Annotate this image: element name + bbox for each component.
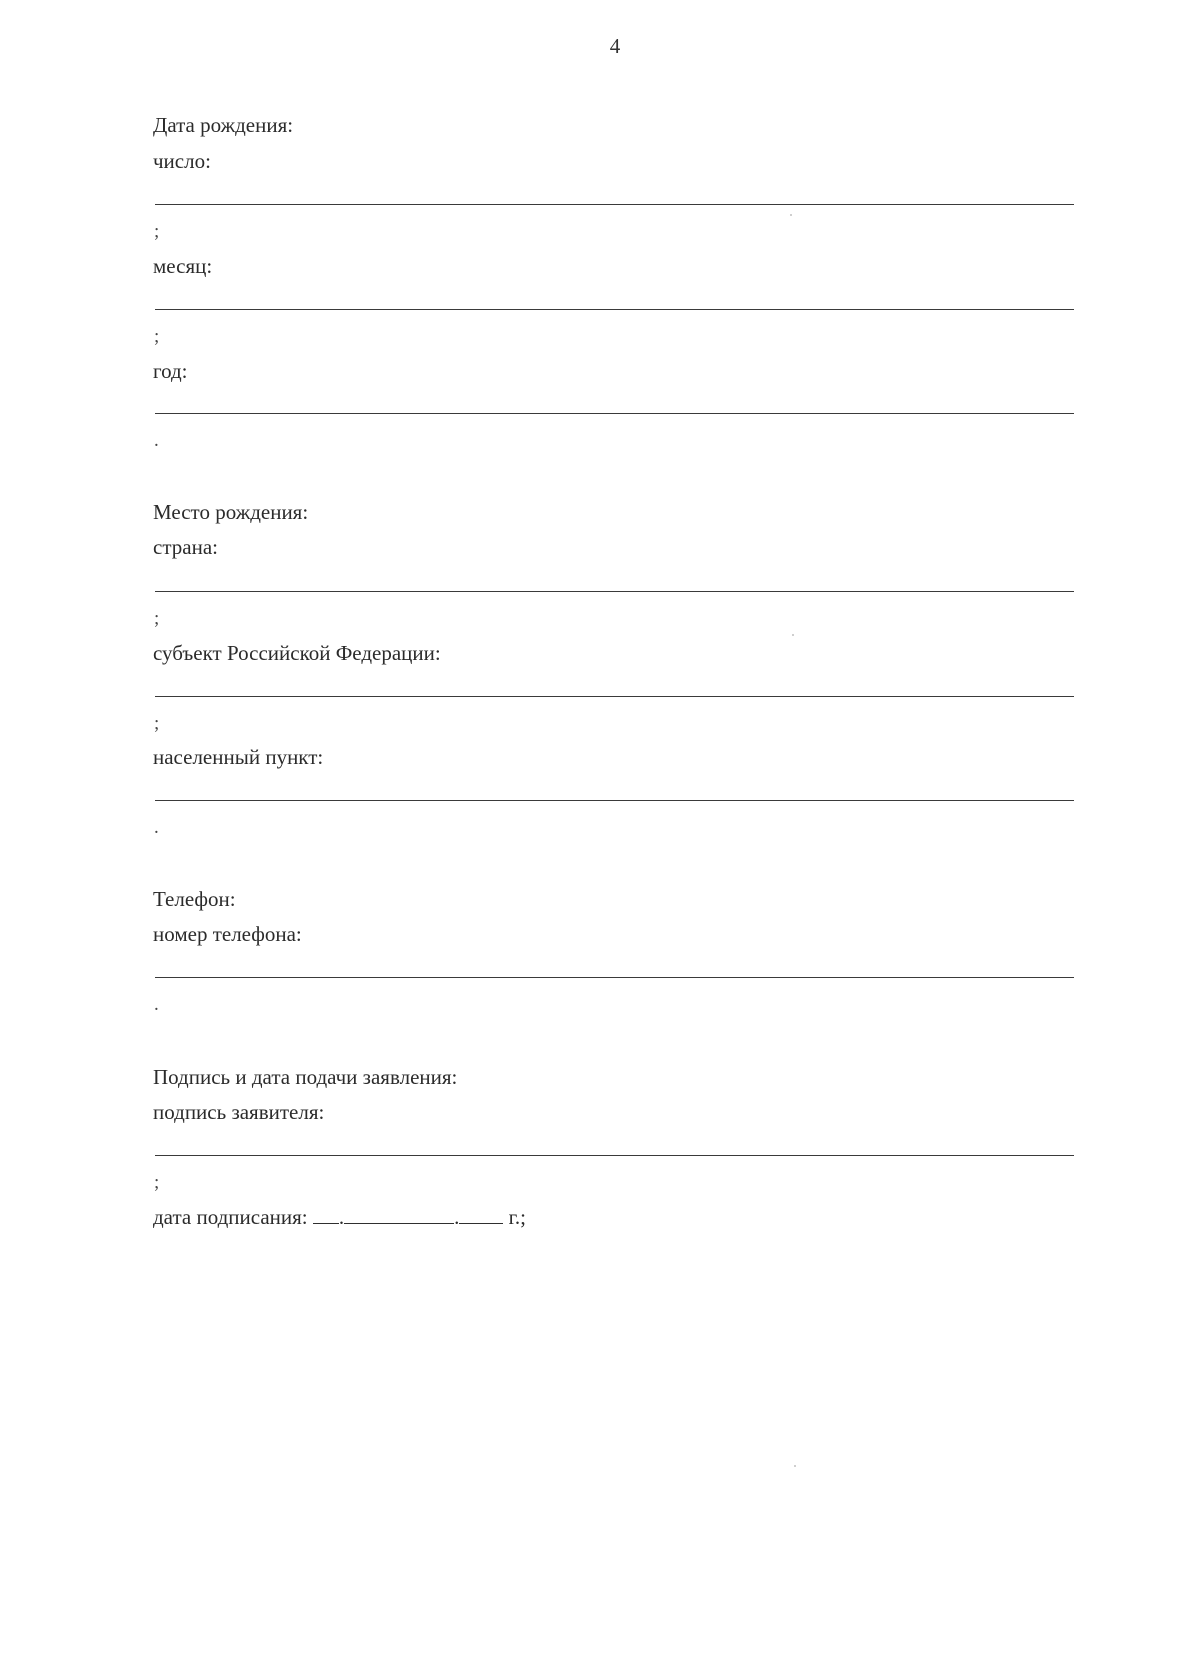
scan-speck [790,214,792,216]
locality-label: населенный пункт: [153,745,324,769]
scan-speck [794,1465,796,1467]
signing-date-separator: . [454,1205,460,1229]
signing-date-label: дата подписания: [153,1205,308,1229]
applicant-signature-label: подпись заявителя: [153,1100,325,1124]
birth-month-label: месяц: [153,254,213,278]
applicant-signature-field-line[interactable] [155,1155,1074,1156]
phone-number-label: номер телефона: [153,922,302,946]
country-end-punct: ; [154,608,160,629]
phone-number-field-line[interactable] [155,977,1074,978]
locality-end-punct: . [154,817,159,838]
applicant-signature-end-punct: ; [154,1172,160,1193]
signing-date-row [153,1205,526,1229]
birth-year-field-line[interactable] [155,413,1074,414]
phone-heading: Телефон: [153,887,236,911]
signing-date-day-blank[interactable] [313,1205,339,1224]
signing-date-month-blank[interactable] [344,1205,454,1224]
page-number: 4 [609,34,621,58]
signing-date-year-suffix: г.; [508,1205,526,1229]
federal-subject-end-punct: ; [154,713,160,734]
birth-day-field-line[interactable] [155,204,1074,205]
phone-number-end-punct: . [154,994,159,1015]
birth-year-end-punct: . [154,430,159,451]
country-label: страна: [153,535,218,559]
birth-day-end-punct: ; [154,221,160,242]
birth-day-label: число: [153,149,211,173]
locality-field-line[interactable] [155,800,1074,801]
federal-subject-label: субъект Российской Федерации: [153,641,441,665]
signing-date-year-blank[interactable] [459,1205,503,1224]
signature-heading: Подпись и дата подачи заявления: [153,1065,458,1089]
birth-place-heading: Место рождения: [153,500,309,524]
signing-date-separator: . [338,1205,345,1229]
birth-month-field-line[interactable] [155,309,1074,310]
scan-speck [792,634,794,636]
birth-month-end-punct: ; [154,326,160,347]
country-field-line[interactable] [155,591,1074,592]
federal-subject-field-line[interactable] [155,696,1074,697]
birth-date-heading: Дата рождения: [153,113,294,137]
birth-year-label: год: [153,359,188,383]
